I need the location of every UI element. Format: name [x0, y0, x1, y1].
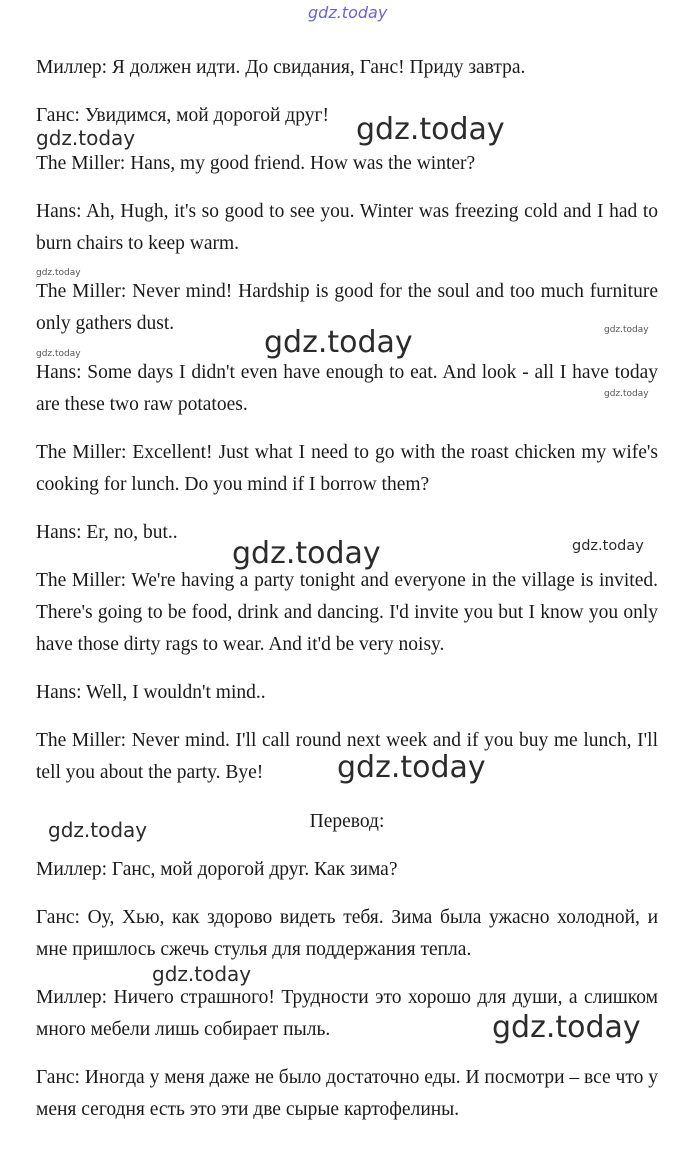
dialogue-line: Hans: Ah, Hugh, it's so good to see you. Winter was freezing cold and I had to burn chairs to keep warm. — [36, 201, 658, 254]
watermark: gdz.today — [264, 325, 413, 360]
watermark: gdz.today — [36, 126, 136, 150]
watermark: gdz.today — [232, 536, 381, 571]
dialogue-line-miller-goodbye: Миллер: Я должен идти. До свидания, Ганс! Приду завтра. — [36, 57, 526, 78]
watermark: gdz.today — [36, 268, 81, 278]
dialogue-line: The Miller: Never mind! Hardship is good for the soul and too much furniture only gathers dust. — [36, 281, 658, 334]
dialogue-line: The Miller: Hans, my good friend. How was the winter? — [36, 153, 476, 174]
dialogue-line: The Miller: Excellent! Just what I need to go with the roast chicken my wife's cooking for lunch. Do you mind if I borrow them? — [36, 442, 658, 495]
watermark: gdz.today — [337, 750, 486, 785]
dialogue-line-hans-goodbye: Ганс: Увидимся, мой дорогой друг! — [36, 105, 329, 126]
watermark: gdz.today — [356, 112, 505, 147]
watermark-top: gdz.today — [308, 3, 388, 22]
translation-heading: Перевод: — [309, 811, 385, 832]
watermark: gdz.today — [48, 818, 148, 842]
translation-line: Ганс: Иногда у меня даже не было достаточно еды. И посмотри – все что у меня сегодня есть это эти две сырые картофелины. — [36, 1067, 658, 1120]
watermark: gdz.today — [604, 389, 649, 399]
watermark: gdz.today — [604, 325, 649, 335]
dialogue-line: The Miller: Never mind. I'll call round next week and if you buy me lunch, I'll tell you about the party. Bye! — [36, 730, 658, 783]
dialogue-line: Hans: Well, I wouldn't mind.. — [36, 682, 266, 703]
translation-line: Миллер: Ничего страшного! Трудности это хорошо для души, а слишком много мебели лишь собирает пыль. — [36, 987, 658, 1040]
dialogue-line: The Miller: We're having a party tonight and everyone in the village is invited. There's going to be food, drink and dancing. I'd invite you but I know you only have those dirty rags to wear. And it'd be very noisy. — [36, 570, 658, 655]
watermark: gdz.today — [152, 962, 252, 986]
dialogue-line: Hans: Er, no, but.. — [36, 522, 178, 543]
watermark: gdz.today — [572, 538, 644, 554]
translation-line: Миллер: Ганс, мой дорогой друг. Как зима? — [36, 859, 398, 880]
watermark: gdz.today — [492, 1010, 641, 1045]
translation-line: Ганс: Оу, Хью, как здорово видеть тебя. Зима была ужасно холодной, и мне пришлось сжечь стулья для поддержания тепла. — [36, 907, 658, 960]
dialogue-line: Hans: Some days I didn't even have enough to eat. And look - all I have today are these two raw potatoes. — [36, 362, 658, 415]
watermark: gdz.today — [36, 349, 81, 359]
